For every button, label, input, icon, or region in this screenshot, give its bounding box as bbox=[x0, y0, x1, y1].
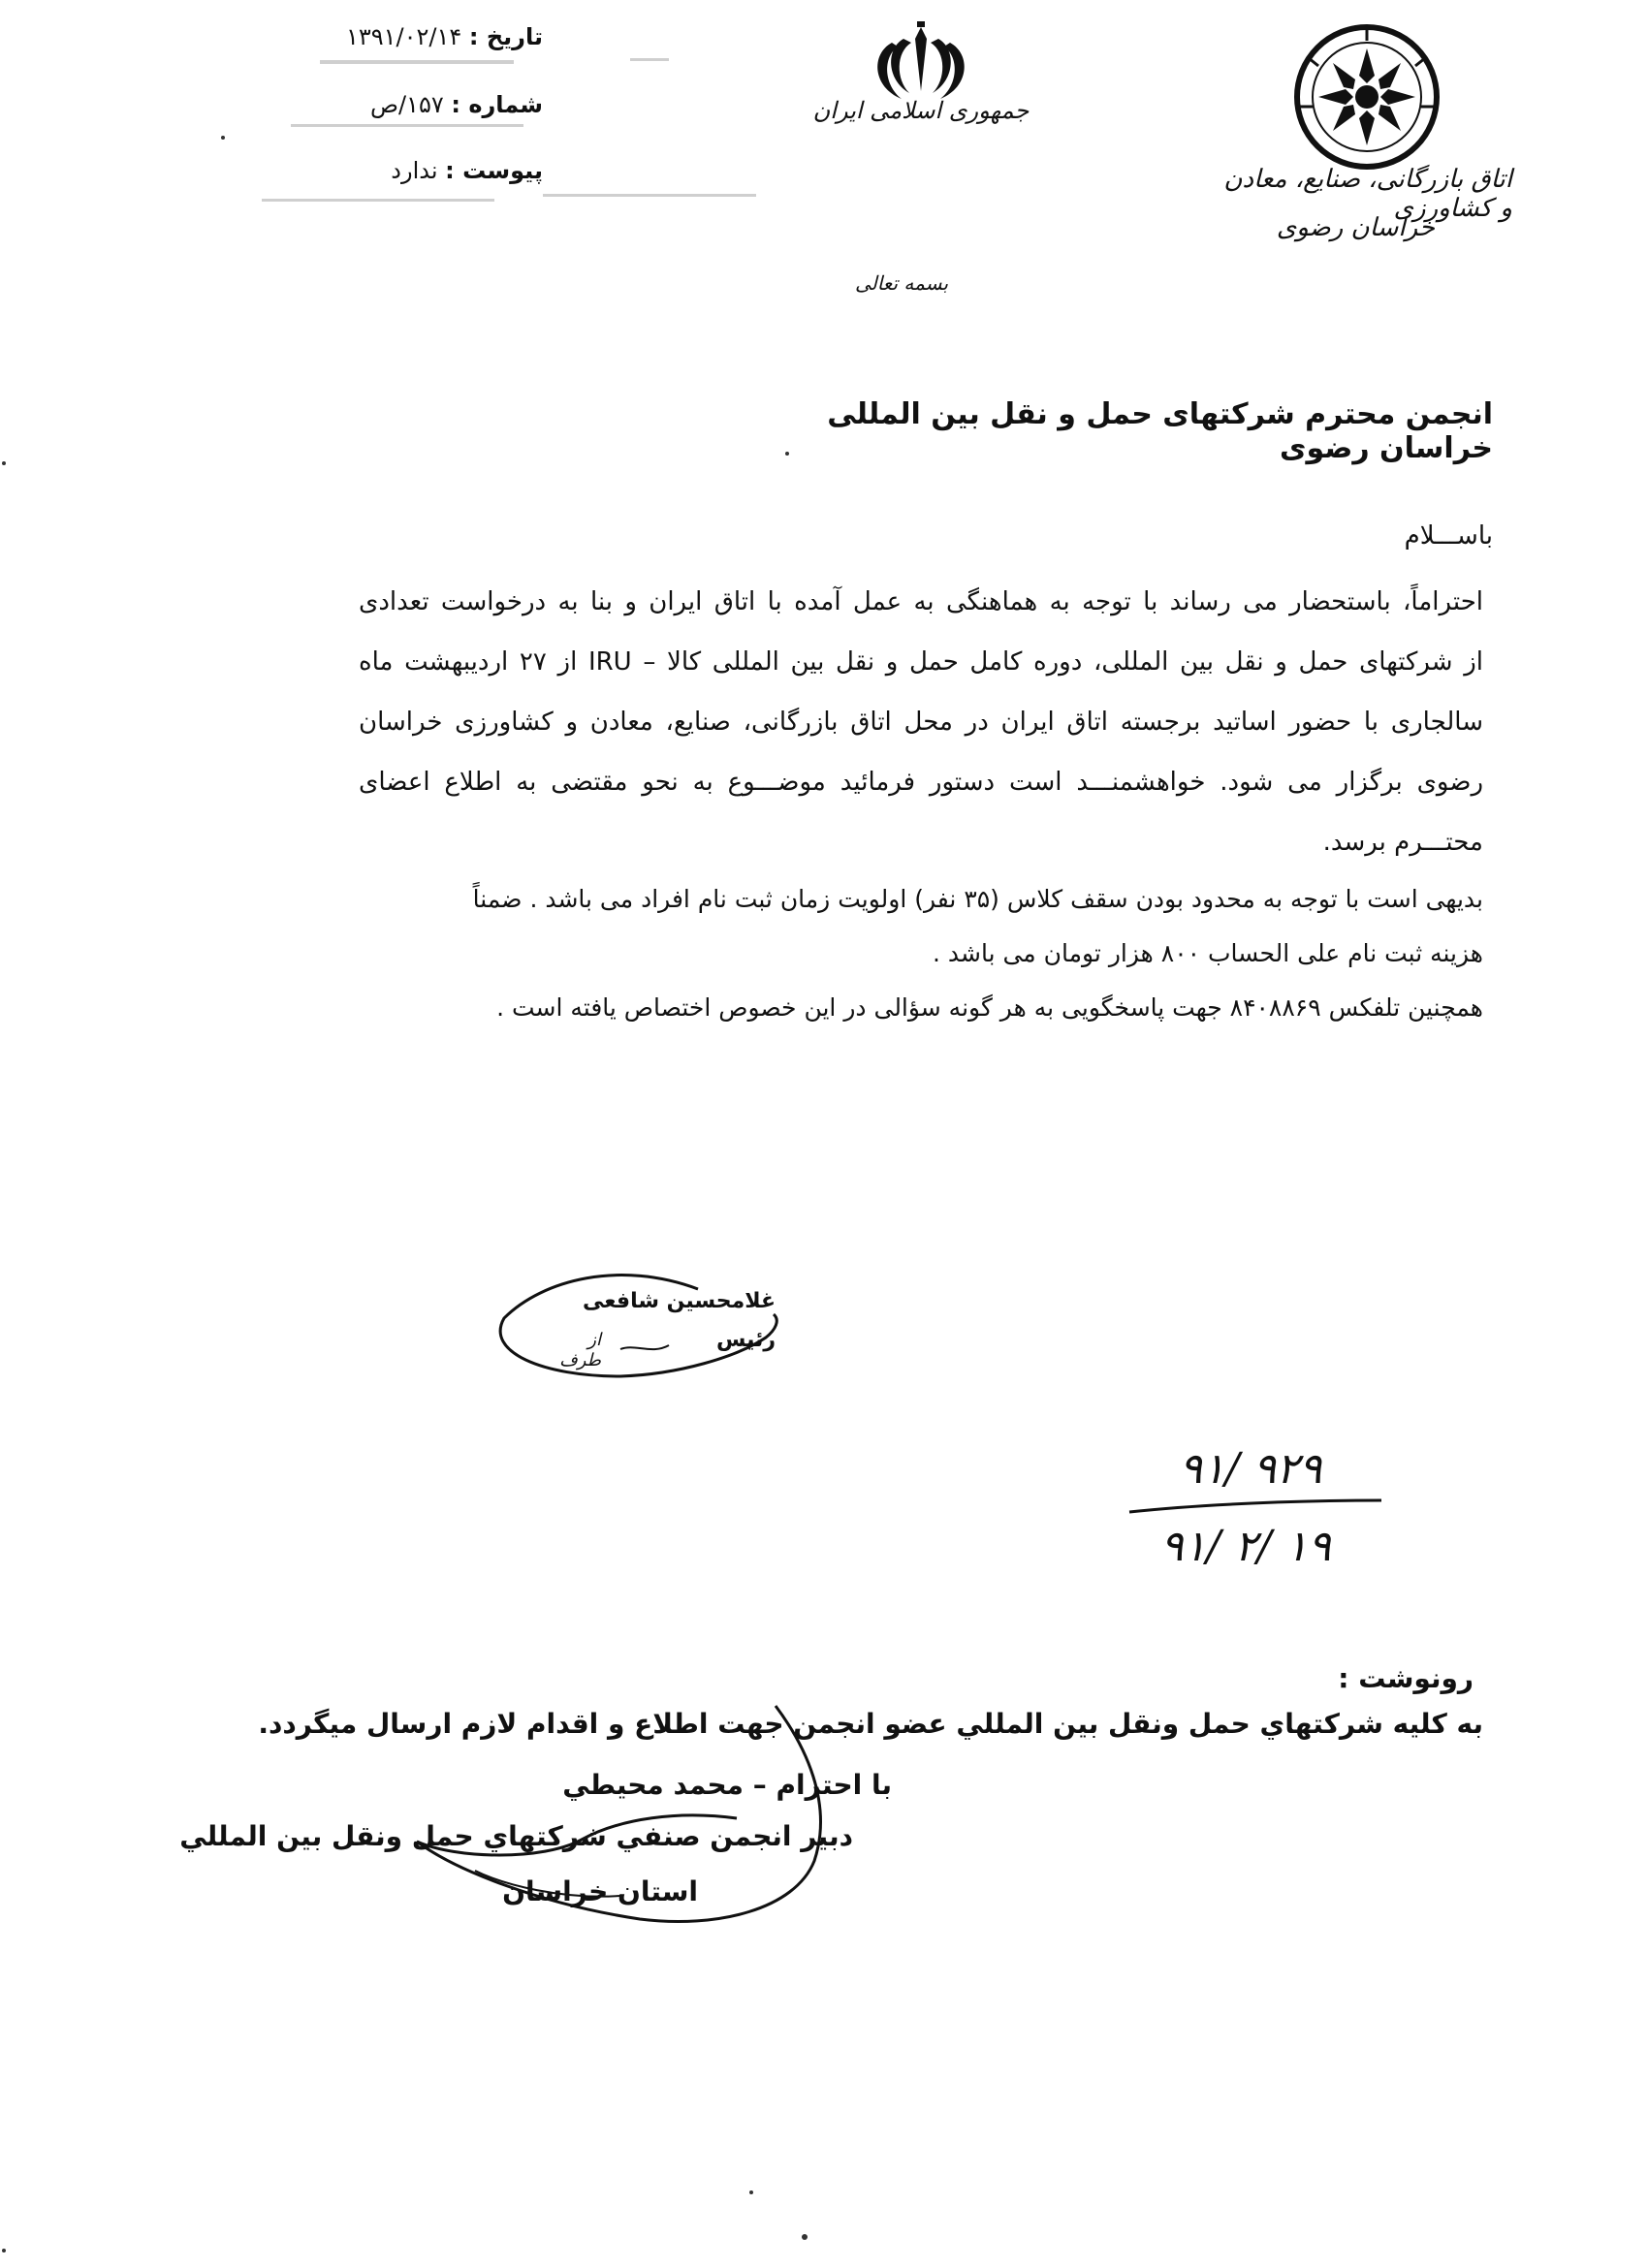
date-label: تاریخ : bbox=[468, 23, 543, 50]
date-value: ۱۳۹۱/۰۲/۱۴ bbox=[345, 23, 462, 50]
cc-province: استان خراسان bbox=[502, 1875, 698, 1907]
number-value: ۱۵۷/ص bbox=[369, 91, 444, 118]
signatory-name: غلامحسین شافعی bbox=[582, 1289, 776, 1313]
attachment-label: پیوست : bbox=[445, 157, 543, 184]
cc-recipients: به كليه شركتهاي حمل ونقل بين المللي عضو انجمن جهت اطلاع و اقدام لازم ارسال ميگردد. bbox=[258, 1708, 1483, 1740]
cc-title: رونوشت : bbox=[1338, 1662, 1474, 1694]
body-line: رضوی برگزار می شود. خواهشمنـــد است دستور فرمائید موضـــوع به نحو مقتضی به اطلاع اعضای bbox=[359, 768, 1483, 797]
org-name-line2: خراسان رضوی bbox=[1276, 213, 1435, 242]
org-name-line1: اتاق بازرگانی، صنایع، معادن و کشاورزی bbox=[1223, 165, 1512, 223]
cc-sender-title: دبير انجمن صنفي شركتهاي حمل ونقل بين المللي bbox=[179, 1820, 853, 1852]
handwritten-reg-number: ۹۱/ ۹۲۹ bbox=[1179, 1444, 1322, 1494]
number-label: شماره : bbox=[451, 91, 543, 118]
body-line: محتـــرم برسد. bbox=[1322, 828, 1483, 857]
signatory-prefix: از طرف bbox=[559, 1330, 601, 1370]
signatory-title: رئیس bbox=[715, 1328, 776, 1352]
cc-regards: با احترام – محمد محيطي bbox=[562, 1769, 892, 1801]
body-line: سالجاری با حضور اساتید برجسته اتاق ایران در محل اتاق بازرگانی، صنایع، معادن و کشاورزی خراسان bbox=[359, 708, 1483, 737]
handwritten-reg-date: ۹۱/ ۲/ ۱۹ bbox=[1160, 1522, 1331, 1571]
attachment-value: ندارد bbox=[391, 157, 438, 184]
note-line: هزینه ثبت نام علی الحساب ۸۰۰ هزار تومان می باشد . bbox=[932, 939, 1483, 967]
body-line: احتراماً، باستحضار می رساند با توجه به هماهنگی به عمل آمده با اتاق ایران و بنا به درخواست تعدادی bbox=[359, 587, 1483, 616]
emblem-caption: جمهوری اسلامی ایران bbox=[812, 97, 1030, 124]
letter-salutation: باســـلام bbox=[1404, 521, 1493, 551]
letter-recipient: انجمن محترم شرکتهای حمل و نقل بین المللی خراسان رضوی bbox=[827, 397, 1493, 465]
note-line: بدیهی است با توجه به محدود بودن سقف کلاس (۳۵ نفر) اولویت زمان ثبت نام افراد می باشد . ضمناً bbox=[472, 885, 1483, 913]
bismillah: بسمه تعالی bbox=[854, 271, 949, 295]
body-line: از شرکتهای حمل و نقل بین المللی، دوره کامل حمل و نقل بین المللی کالا – IRU از ۲۷ اردیبهشت ماه bbox=[359, 647, 1483, 677]
note-line: همچنین تلفکس ۸۴۰۸۸۶۹ جهت پاسخگویی به هر گونه سؤالی در این خصوص اختصاص یافته است . bbox=[496, 993, 1483, 1022]
